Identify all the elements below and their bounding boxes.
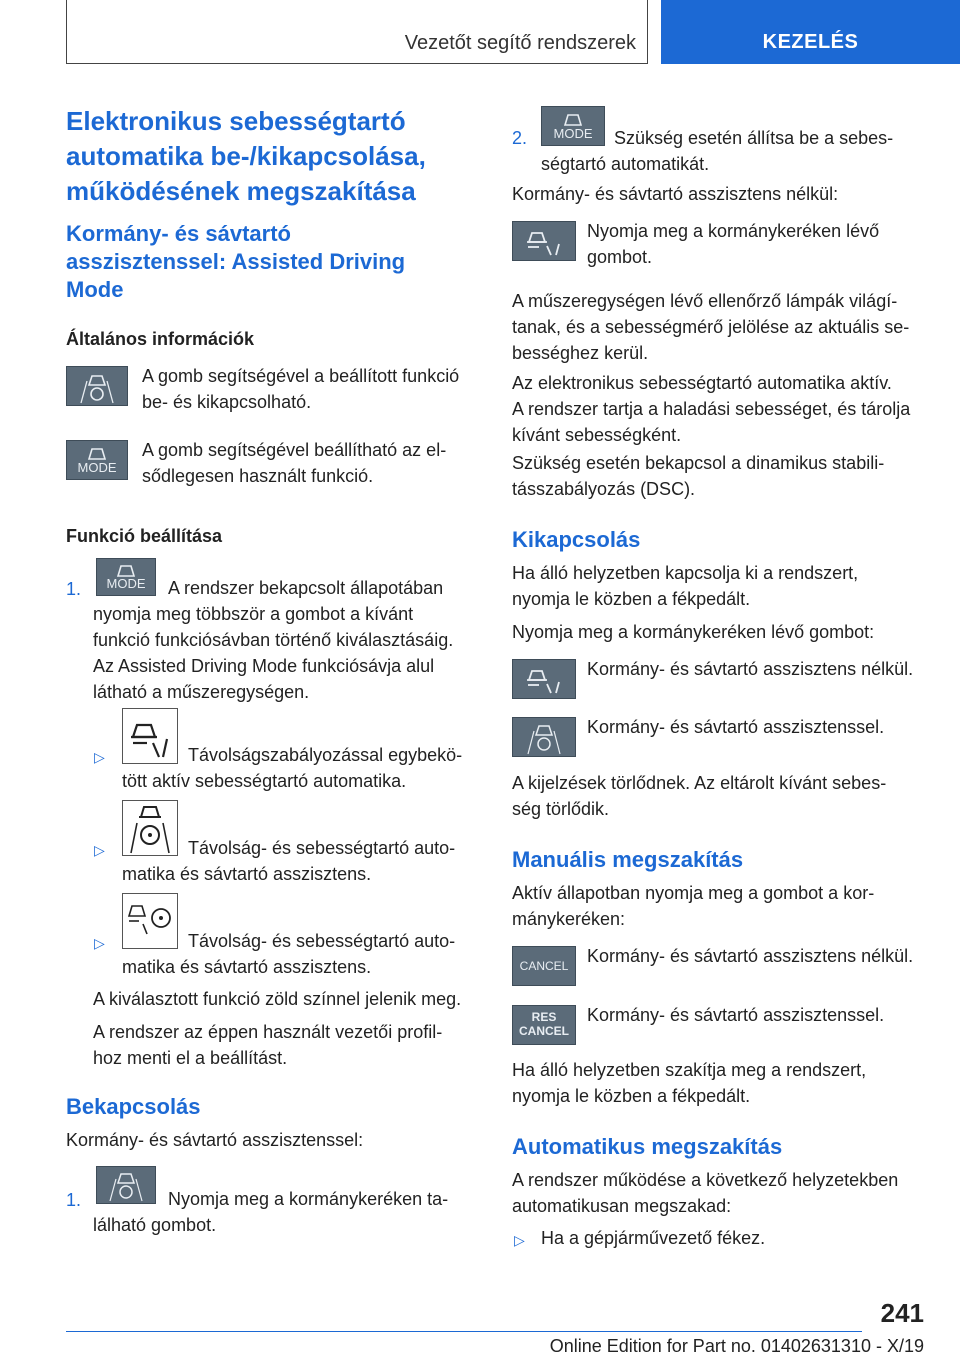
general-info-heading: Általános információk (66, 329, 255, 349)
car-distance-steering-icon (123, 894, 177, 948)
step-number: 1. (66, 579, 82, 599)
text-line: hoz menti el a beállítást. (93, 1048, 288, 1068)
cancel-label: CANCEL (519, 1024, 569, 1038)
text-line: A gomb segítségével beállítható az el- (142, 440, 447, 460)
mode-label: MODE (106, 576, 146, 591)
paragraph-dsc (512, 450, 884, 502)
bullet1-first-line: Távolságszabályozással egybekö- (188, 745, 463, 765)
text-line: nyomja le közben a fékpedált. (512, 1086, 751, 1106)
auto-stop-heading: Automatikus megszakítás (512, 1134, 783, 1159)
mode-button-icon (96, 558, 156, 596)
mode-button-icon (66, 440, 128, 480)
text-line: Nyomja meg a kormánykeréken lévő (587, 221, 880, 241)
step1-first-line: A rendszer bekapcsolt állapotában (168, 578, 444, 598)
manual-stop-heading: Manuális megszakítás (512, 847, 744, 872)
bullet-triangle-icon: ▷ (94, 749, 105, 765)
selection-note: A kiválasztott funkció zöld színnel jelenik meg. (93, 989, 462, 1009)
car-distance-icon (513, 660, 575, 698)
on-step-first-line: Nyomja meg a kormánykeréken ta- (168, 1189, 449, 1209)
on-step-second-line: lálható gombot. (93, 1215, 217, 1235)
option-with-assist-2: Kormány- és sávtartó asszisztenssel. (587, 1005, 885, 1025)
assist-button-icon (66, 366, 128, 406)
without-assist-label: Kormány- és sávtartó asszisztens nélkül: (512, 184, 839, 204)
lane-assist-indicator-icon (122, 800, 178, 856)
subheading-assisted-driving (66, 220, 405, 304)
main-heading-line: működésének megszakítása (66, 176, 416, 206)
section-title: Vezetőt segítő rendszerek (404, 32, 636, 54)
bullet-triangle-icon: ▷ (94, 842, 105, 858)
bullet2-second-line: matika és sávtartó asszisztens. (122, 864, 372, 884)
text-line: látható a műszeregységen. (93, 682, 310, 702)
turn-off-press: Nyomja meg a kormánykeréken lévő gombot: (512, 622, 875, 642)
car-steering-icon (67, 367, 127, 405)
info-text-1 (142, 363, 459, 415)
text-line: nyomja meg többször a gombot a kívánt (93, 604, 414, 624)
acc-button-icon (512, 659, 576, 699)
option-without-assist-2: Kormány- és sávtartó asszisztens nélkül. (587, 946, 914, 966)
step-number: 1. (66, 1190, 82, 1210)
mode-label: MODE (77, 460, 117, 475)
cancel-button-icon (512, 946, 576, 986)
text-line: Aktív állapotban nyomja meg a gombot a kor- (512, 883, 875, 903)
text-line: mánykeréken: (512, 909, 626, 929)
mode-label: MODE (553, 126, 593, 141)
assist-button-icon (96, 1166, 156, 1204)
footer-divider (66, 1331, 862, 1332)
main-heading (66, 104, 426, 209)
chapter-tab-label: KEZELÉS (762, 31, 859, 53)
text-line: ség törlődik. (512, 799, 610, 819)
stop-text (512, 1057, 866, 1109)
cancel-label: CANCEL (519, 959, 569, 973)
turn-off-heading: Kikapcsolás (512, 527, 641, 552)
profile-note (93, 1019, 442, 1071)
step1-text (93, 601, 453, 705)
text-line: A műszeregységen lévő ellenőrző lámpák világí- (512, 291, 898, 311)
car-distance-icon (123, 709, 177, 763)
text-line: A rendszer az éppen használt vezetői profil- (93, 1022, 443, 1042)
subheading-line: Kormány- és sávtartó (66, 221, 291, 246)
text-line: kívánt sebességként. (512, 425, 682, 445)
text-line: gombot. (587, 247, 653, 267)
subheading-line: asszisztenssel: Assisted Driving (66, 249, 406, 274)
info-text-2 (142, 437, 446, 489)
main-heading-line: automatika be-/kikapcsolása, (66, 141, 426, 171)
turn-on-text: Kormány- és sávtartó asszisztenssel: (66, 1130, 364, 1150)
bullet3-second-line: matika és sávtartó asszisztens. (122, 957, 372, 977)
auto-stop-text (512, 1167, 898, 1219)
acc-indicator-icon (122, 708, 178, 764)
bullet-triangle-icon: ▷ (94, 935, 105, 951)
option-without-assist: Kormány- és sávtartó asszisztens nélkül. (587, 659, 914, 679)
text-line: A kijelzések törlődnek. Az eltárolt kívánt sebes- (512, 773, 887, 793)
step2-first-line: Szükség esetén állítsa be a sebes- (614, 128, 894, 148)
step-number: 2. (512, 128, 528, 148)
bullet1-second-line: tött aktív sebességtartó automatika. (122, 771, 407, 791)
text-line: A rendszer működése a következő helyzetekben (512, 1170, 899, 1190)
footer-edition: Online Edition for Part no. 01402631310 - X/19 (549, 1336, 924, 1356)
turn-on-heading: Bekapcsolás (66, 1094, 201, 1119)
res-cancel-button-icon (512, 1005, 576, 1045)
page-number: 241 (880, 1298, 924, 1328)
bullet3-first-line: Távolság- és sebességtartó auto- (188, 931, 456, 951)
bullet2-first-line: Távolság- és sebességtartó auto- (188, 838, 456, 858)
distance-lane-indicator-icon (122, 893, 178, 949)
press-button-text (587, 218, 879, 270)
text-line: Ha álló helyzetben szakítja meg a rendszert, (512, 1060, 867, 1080)
paragraph-active (512, 370, 910, 448)
car-steering-icon (97, 1167, 155, 1203)
cleared-text (512, 770, 886, 822)
car-steering-wheel-icon (123, 801, 177, 855)
text-line: Az Assisted Driving Mode funkciósávja alul (93, 656, 435, 676)
text-line: bességhez kerül. (512, 343, 649, 363)
acc-button-icon (512, 221, 576, 261)
text-line: Ha álló helyzetben kapcsolja ki a rendszert, (512, 563, 859, 583)
step2-second-line: ségtartó automatikát. (541, 154, 710, 174)
res-cancel-label (513, 1010, 575, 1038)
text-line: be- és kikapcsolható. (142, 392, 312, 412)
text-line: tanak, és a sebességmérő jelölése az aktuális se- (512, 317, 910, 337)
assist-button-icon (512, 717, 576, 757)
mode-button-icon (541, 106, 605, 146)
car-steering-icon (513, 718, 575, 756)
text-line: sődlegesen használt funkció. (142, 466, 374, 486)
res-label: RES (531, 1010, 557, 1024)
text-line: A gomb segítségével a beállított funkció (142, 366, 460, 386)
option-with-assist: Kormány- és sávtartó asszisztenssel. (587, 717, 885, 737)
text-line: tásszabályozás (DSC). (512, 479, 696, 499)
subheading-line: Mode (66, 277, 124, 302)
turn-off-text (512, 560, 858, 612)
bullet-triangle-icon: ▷ (514, 1232, 525, 1248)
text-line: A rendszer tartja a haladási sebességet, és tárolja (512, 399, 911, 419)
text-line: automatikusan megszakad: (512, 1196, 732, 1216)
text-line: nyomja le közben a fékpedált. (512, 589, 751, 609)
manual-stop-text (512, 880, 874, 932)
text-line: funkció funkciósávban történő kiválasztásáig. (93, 630, 454, 650)
chapter-tab (661, 0, 960, 64)
text-line: Szükség esetén bekapcsol a dinamikus stabili- (512, 453, 885, 473)
paragraph-lamps (512, 288, 909, 366)
main-heading-line: Elektronikus sebességtartó (66, 106, 406, 136)
auto-stop-bullet: Ha a gépjárművezető fékez. (541, 1228, 766, 1248)
setting-heading: Funkció beállítása (66, 526, 223, 546)
car-distance-icon (513, 222, 575, 260)
text-line: Az elektronikus sebességtartó automatika aktív. (512, 373, 892, 393)
